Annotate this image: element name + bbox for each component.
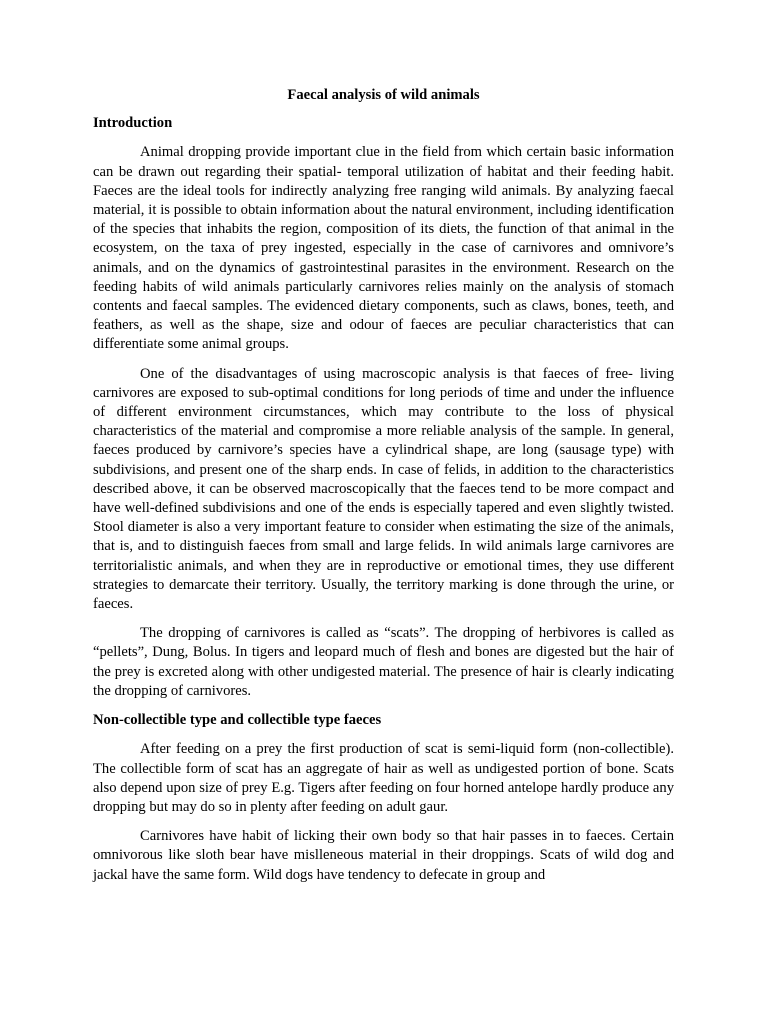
section-heading: Introduction	[93, 115, 173, 132]
paragraph: After feeding on a prey the first production of scat is semi-liquid form (non-collectible). The collectible form of scat has an aggregate of hair as well as undigested portion of bone. Scats also depend upon size of prey E.g. Tigers after feeding on four horned antelope hardly produce any dropping but may do so in plenty after feeding on adult gaur.	[93, 741, 674, 815]
paragraph-cutoff-wrapper	[93, 827, 674, 883]
document-page	[93, 86, 674, 883]
paragraph: The dropping of carnivores is called as “scats”. The dropping of herbivores is called as “pellets”, Dung, Bolus. In tigers and leopard much of flesh and bones are digested but the hair of the prey is excreted along with other undigested material. The presence of hair is clearly indicating the dropping of carnivores.	[93, 625, 674, 699]
paragraph: Animal dropping provide important clue in the field from which certain basic information can be drawn out regarding their spatial- temporal utilization of habitat and their feeding habit. Faeces are the ideal tools for indirectly analyzing free ranging wild animals. By analyzing faecal material, it is possible to obtain information about the natural environment, including identification of the species that inhabits the region, composition of its diets, the function of that animal in the ecosystem, on the taxa of prey ingested, especially in the case of carnivores and omnivore’s animals, and on the dynamics of gastrointestinal parasites in the environment. Research on the feeding habits of wild animals particularly carnivores relies mainly on the analysis of stomach contents and faecal samples. The evidenced dietary components, such as claws, bones, teeth, and feathers, as well as the shape, size and odour of faeces are peculiar characteristics that can differentiate some animal groups.	[93, 144, 674, 353]
section-faeces-types	[93, 711, 674, 883]
section-introduction	[93, 114, 674, 701]
document-title: Faecal analysis of wild animals	[287, 87, 480, 103]
section-heading: Non-collectible type and collectible type faeces	[93, 712, 382, 729]
paragraph: One of the disadvantages of using macroscopic analysis is that faeces of free- living carnivores are exposed to sub-optimal conditions for long periods of time and under the influence of different environment circumstances, which may contribute to the loss of physical characteristics of the material and compromise a more reliable analysis of the sample. In general, faeces produced by carnivore’s species have a cylindrical shape, are long (sausage type) with subdivisions, and present one of the sharp ends. In case of felids, in addition to the characteristics described above, it can be observed macroscopically that the faeces tend to be more compact and have well-defined subdivisions and one of the ends is especially tapered and even slightly twisted. Stool diameter is also a very important feature to consider when estimating the size of the animals, that is, and to distinguish faeces from small and large felids. In wild animals large carnivores are territorialistic animals, and when they are in reproductive or emotional times, they use different strategies to demarcate their territory. Usually, the territory marking is done through the urine, or faeces.	[93, 365, 674, 613]
paragraph: Carnivores have habit of licking their own body so that hair passes in to faeces. Certain omnivorous like sloth bear have mislleneous material in their droppings. Scats of wild dog and jackal have the same form. Wild dogs have tendency to defecate in group and	[93, 828, 674, 883]
